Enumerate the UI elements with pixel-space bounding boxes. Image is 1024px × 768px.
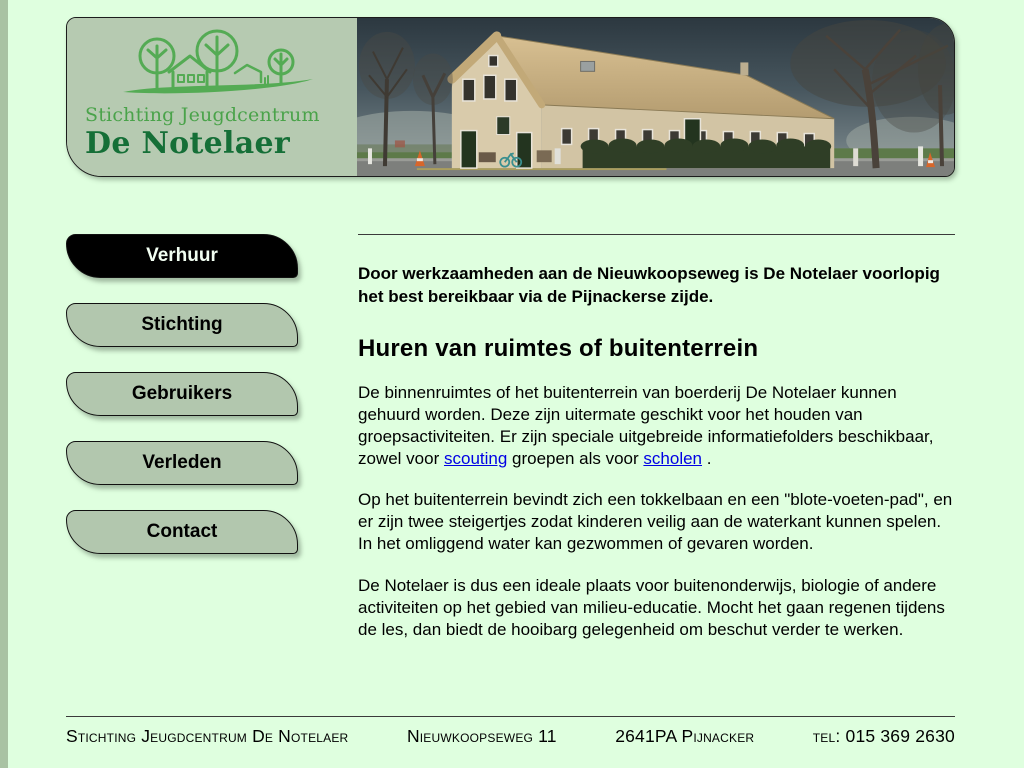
paragraph-terrain: Op het buitenterrein bevindt zich een tokkelbaan en een "blote-voeten-pad", en er zijn twee steigertjes zodat kinderen veilig aan de waterkant kunnen spelen. In het omliggend water kan gezwommen of gevaren worden. (358, 490, 953, 554)
paragraph-text: De binnenruimtes of het buitenterrein van boerderij De Notelaer kunnen gehuurd worden. Deze zijn uitermate geschikt voor het houden van groepsactiviteiten. Er zijn speciale uitgebreide informatiefolders beschikbaar, zowel voor (358, 382, 934, 469)
farmhouse-photo (357, 18, 954, 176)
roadworks-notice: Door werkzaamheden aan de Nieuwkoopseweg is De Notelaer voorlopig het best bereikbaar via de Pijnackerse zijde. (358, 264, 940, 306)
page-left-accent-strip (0, 0, 8, 768)
page-container (66, 0, 955, 768)
sidebar-item-verleden[interactable]: Verleden (66, 441, 298, 485)
farmhouse-trees-logo-icon (113, 28, 329, 102)
page-title: Huren van ruimtes of buitenterrein (358, 334, 759, 362)
logo-site-name: De Notelaer (85, 126, 290, 161)
farmhouse-photo-illustration (357, 18, 954, 176)
scouting-link[interactable]: scouting (443, 449, 508, 469)
site-footer (66, 716, 955, 747)
logo-organisation-text: Stichting Jeugdcentrum (85, 104, 320, 126)
footer-divider (66, 716, 955, 717)
sidebar-nav (66, 234, 298, 579)
paragraph-rental-intro (358, 382, 955, 470)
sidebar-item-verhuur[interactable]: Verhuur (66, 234, 298, 278)
content-top-divider (358, 234, 955, 235)
main-content (358, 224, 955, 641)
sidebar-item-gebruikers[interactable]: Gebruikers (66, 372, 298, 416)
sidebar-item-contact[interactable]: Contact (66, 510, 298, 554)
footer-contact-row (66, 726, 955, 747)
site-header (66, 17, 955, 177)
scholen-link[interactable]: scholen (643, 449, 703, 469)
sidebar-item-stichting[interactable]: Stichting (66, 303, 298, 347)
footer-street: Nieuwkoopseweg 11 (406, 726, 557, 746)
paragraph-education: De Notelaer is dus een ideale plaats voor buitenonderwijs, biologie of andere activiteiten op het gebied van milieu-educatie. Mocht het gaan regenen tijdens de les, dan biedt de hooibarg gelegenheid om beschut verder te werken. (358, 575, 945, 639)
footer-phone: tel: 015 369 2630 (812, 726, 955, 746)
logo-panel (67, 18, 357, 176)
footer-city: 2641PA Pijnacker (615, 726, 755, 746)
paragraph-text: groepen als voor (507, 449, 644, 469)
footer-organisation: Stichting Jeugdcentrum De Notelaer (66, 726, 349, 746)
paragraph-text: . (702, 449, 712, 469)
